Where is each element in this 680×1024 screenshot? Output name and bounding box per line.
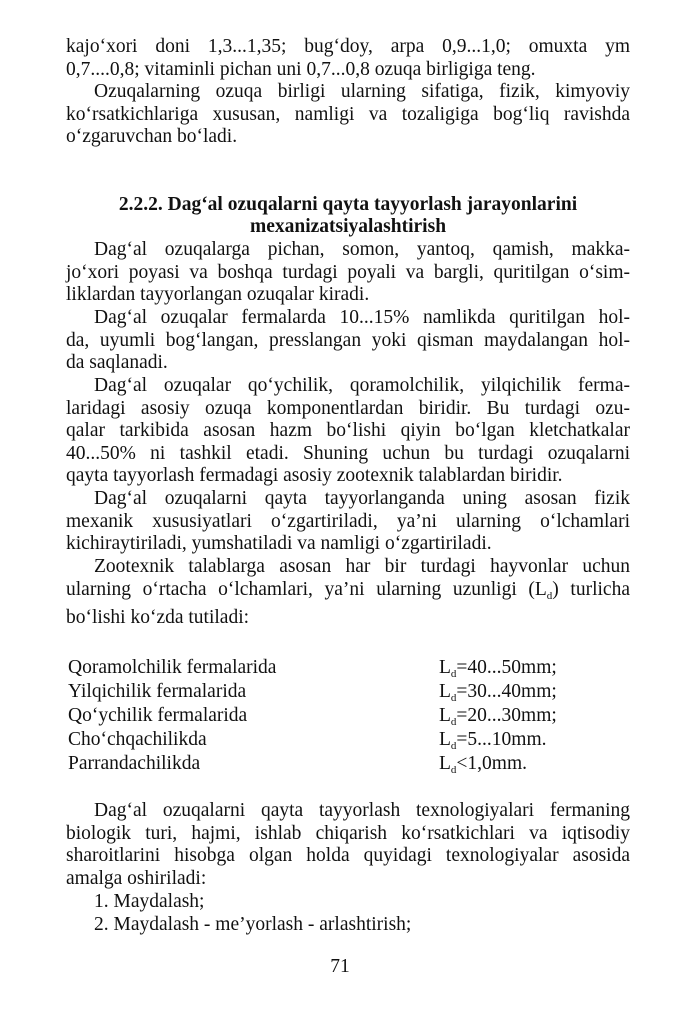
farm-type: Qo‘ychilik fermalarida	[68, 705, 248, 726]
farm-type: Qoramolchilik fermalarida	[68, 657, 277, 678]
text-line: Dag‘al ozuqalarni qayta tayyorlash texnologiyalari fermaning	[94, 800, 630, 821]
paragraph-processing-technologies	[66, 800, 630, 890]
text-line: sharoitlarini hisobga olgan holda quyidagi texnologiyalar asosida	[66, 845, 630, 867]
text-line: Dag‘al ozuqalarni qayta tayyorlanganda uning asosan fizik	[94, 488, 630, 509]
text-line: Dag‘al ozuqalarga pichan, somon, yantoq, qamish, makka-	[94, 239, 630, 260]
text-line: kajo‘xori doni 1,3...1,35; bug‘doy, arpa 0,9...1,0; omuxta ym	[66, 36, 630, 57]
subscript-d: d	[450, 668, 457, 680]
subscript-d: d	[450, 740, 457, 752]
text-line: da saqlanadi.	[66, 352, 168, 374]
text-line: Zootexnik talablarga asosan har bir turdagi hayvonlar uchun	[94, 556, 630, 577]
list-item	[68, 753, 638, 777]
list-item: 2. Maydalash - me’yorlash - arlashtirish;	[94, 913, 412, 935]
subscript-d: d	[450, 716, 457, 728]
heading-line: mexanizatsiyalashtirish	[249, 216, 447, 237]
text-line: liklardan tayyorlangan ozuqalar kiradi.	[66, 284, 370, 306]
heading-line: 2.2.2. Dag‘al ozuqalarni qayta tayyorlash jarayonlarini	[118, 194, 578, 215]
text-segment: ularning o‘rtacha o‘lchamlari, ya’ni ularning uzunligi (L	[66, 578, 547, 600]
length-range: =40...50mm;	[456, 657, 557, 678]
text-line: Dag‘al ozuqalar qo‘ychilik, qoramolchilik, yilqichilik ferma-	[94, 375, 630, 396]
text-line: biologik turi, hajmi, ishlab chiqarish ko‘rsatkichlari va iqtisodiy	[66, 822, 630, 844]
length-symbol: L	[439, 705, 451, 726]
paragraph-roughage-fiber	[66, 375, 630, 488]
list-item: 1. Maydalash;	[94, 891, 205, 912]
paragraph-processing-changes	[66, 488, 630, 556]
farm-type: Yilqichilik fermalarida	[68, 681, 247, 702]
list-item	[68, 705, 638, 729]
page-number: 71	[330, 956, 350, 977]
length-symbol: L	[439, 753, 451, 774]
text-line: o‘zgaruvchan bo‘ladi.	[66, 126, 238, 148]
list-item	[68, 729, 638, 753]
length-range: <1,0mm.	[456, 753, 528, 774]
list-item	[68, 657, 638, 681]
subscript-d: d	[546, 589, 553, 602]
length-symbol: L	[439, 657, 451, 678]
section-heading	[66, 194, 630, 238]
text-line: 0,7....0,8; vitaminli pichan uni 0,7...0,8 ozuqa birligiga teng.	[66, 58, 536, 80]
text-line: qayta tayyorlash fermadagi asosiy zootexnik talablardan biridir.	[66, 465, 563, 487]
text-line: jo‘xori poyasi va boshqa turdagi poyali va bargli, quritilgan o‘sim-	[66, 261, 630, 283]
paragraph-feed-unit-quality	[66, 81, 630, 149]
text-line: ko‘rsatkichlariga xususan, namligi va tozaligiga bog‘liq ravishda	[66, 103, 630, 125]
length-value	[439, 753, 527, 782]
paragraph-roughage-storage	[66, 307, 630, 375]
text-line: Ozuqalarning ozuqa birligi ularning sifatiga, fizik, kimyoviy	[94, 81, 630, 102]
subscript-d: d	[450, 764, 457, 776]
text-line	[66, 579, 630, 608]
subscript-d: d	[450, 692, 457, 704]
paragraph-zootechnical-requirements	[66, 556, 630, 630]
text-line: Dag‘al ozuqalar fermalarda 10...15% namlikda quritilgan hol-	[94, 307, 630, 328]
length-symbol: L	[439, 729, 451, 750]
paragraph-roughage-definition	[66, 239, 630, 307]
farm-type: Cho‘chqachilikda	[68, 729, 207, 750]
farm-type: Parrandachilikda	[68, 753, 201, 774]
text-segment: ) turlicha	[552, 578, 630, 600]
text-line: laridagi asosiy ozuqa komponentlardan biridir. Bu turdagi ozu-	[66, 397, 630, 419]
length-range: =20...30mm;	[456, 705, 557, 726]
technology-list	[66, 891, 630, 936]
paragraph-grain-feed-units	[66, 36, 630, 81]
text-line: mexanik xususiyatlari o‘zgartiriladi, ya’ni ularning o‘lchamlari	[66, 510, 630, 532]
list-item	[68, 681, 638, 705]
length-symbol: L	[439, 681, 451, 702]
text-line: bo‘lishi ko‘zda tutiladi:	[66, 607, 250, 629]
text-line: amalga oshiriladi:	[66, 867, 207, 889]
text-line: da, uyumli bog‘langan, presslangan yoki qisman maydalangan hol-	[66, 329, 630, 351]
length-range: =30...40mm;	[456, 681, 557, 702]
text-line: qalar tarkibida asosan hazm bo‘lishi qiyin bo‘lgan kletchatkalar	[66, 420, 630, 442]
text-line: kichiraytiriladi, yumshatiladi va namligi o‘zgartiriladi.	[66, 533, 492, 555]
length-range: =5...10mm.	[456, 729, 547, 750]
text-line: 40...50% ni tashkil etadi. Shuning uchun bu turdagi ozuqalarni	[66, 442, 630, 464]
